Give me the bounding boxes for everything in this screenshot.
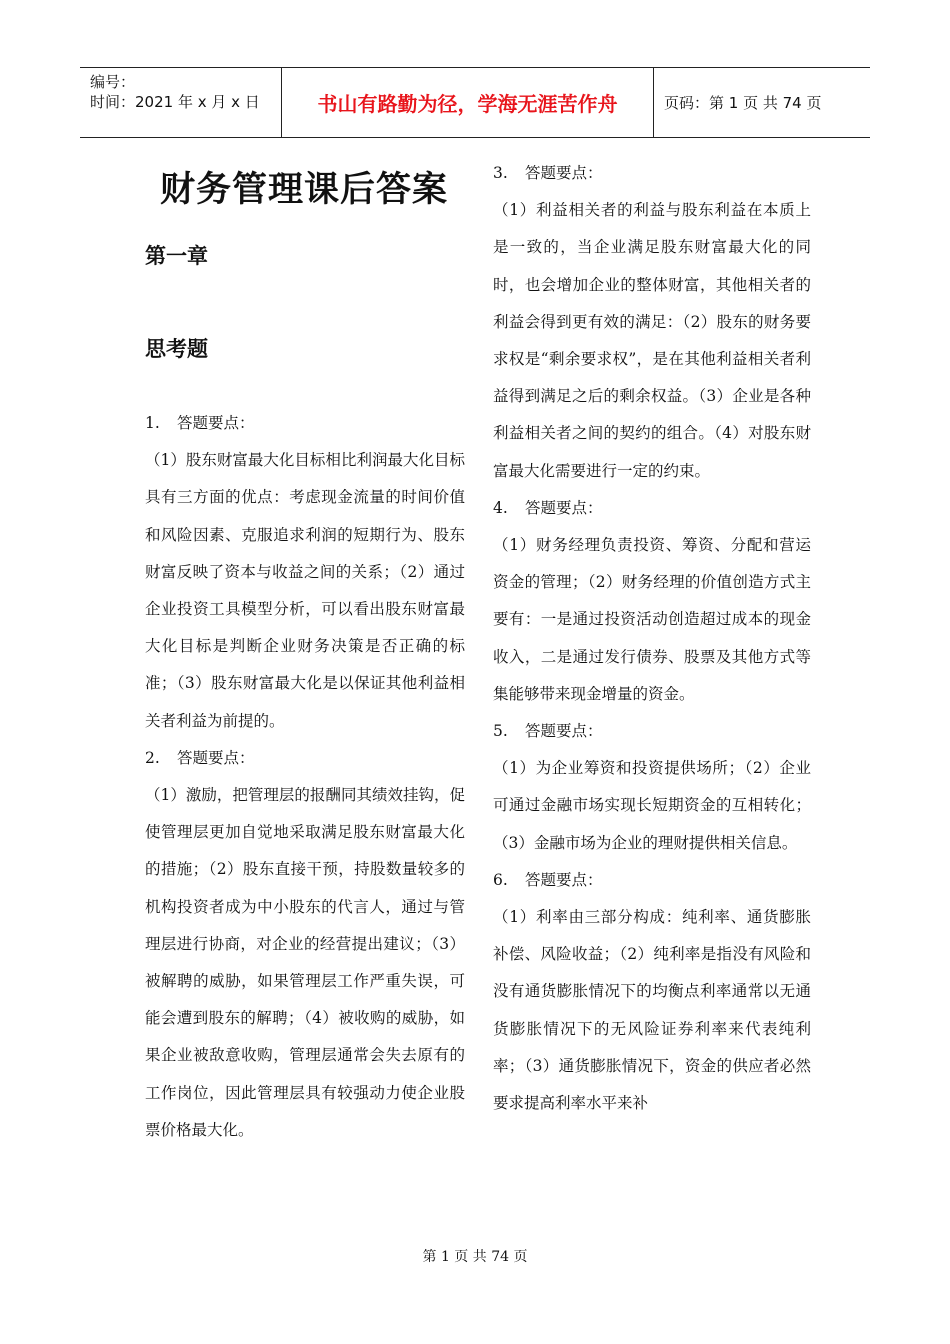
right-column [493,155,811,1122]
answer-paragraph: （1）激励，把管理层的报酬同其绩效挂钩，促使管理层更加自觉地采取满足股东财富最大化的措施；（2）股东直接干预，持股数量较多的机构投资者成为中小股东的代言人，通过与管理层进行协商，对企业的经营提出建议；（3）被解聘的威胁，如果管理层工作严重失误，可能会遭到股东的解聘；（4）被收购的威胁，如果企业被敌意收购，管理层通常会失去原有的工作岗位，因此管理层具有较强动力使企业股票价格最大化。 [145,786,465,1139]
answer-paragraph: （1）财务经理负责投资、筹资、分配和营运资金的管理；（2）财务经理的价值创造方式主要有：一是通过投资活动创造超过成本的现金收入，二是通过发行债券、股票及其他方式等集能够带来现金增量的资金。 [493,536,811,703]
question-number: 6. [493,870,508,889]
question-label: 答题要点： [177,748,255,767]
question-number: 2. [145,748,160,767]
header-page-info: 页码：第 1 页 共 74 页 [664,94,822,112]
answer-paragraph: （1）为企业筹资和投资提供场所；（2）企业可通过金融市场实现长短期资金的互相转化；（3）金融市场为企业的理财提供相关信息。 [493,759,811,852]
header-meta-cell [80,68,282,137]
answer-paragraph: （1）利率由三部分构成：纯利率、通货膨胀补偿、风险收益；（2）纯利率是指没有风险和没有通货膨胀情况下的均衡点利率通常以无通货膨胀情况下的无风险证券利率来代表纯利率；（3）通货膨胀情况下，资金的供应者必然要求提高利率水平来补 [493,908,811,1113]
section-heading: 思考题 [145,337,208,361]
question-label: 答题要点： [525,870,603,889]
question-number: 5. [493,722,508,741]
answer-paragraph: （1）利益相关者的利益与股东利益在本质上是一致的，当企业满足股东财富最大化的同时，也会增加企业的整体财富，其他相关者的利益会得到更有效的满足：（2）股东的财务要求权是“剩余要求权”，是在其他利益相关者利益得到满足之后的剩余权益。（3）企业是各种利益相关者之间的契约的组合。（4）对股东财富最大化需要进行一定的约束。 [493,201,811,480]
left-column [145,405,465,1149]
answer-paragraph: （1）股东财富最大化目标相比利润最大化目标具有三方面的优点：考虑现金流量的时间价值和风险因素、克服追求利润的短期行为、股东财富反映了资本与收益之间的关系；（2）通过企业投资工具模型分析，可以看出股东财富最大化目标是判断企业财务决策是否正确的标准；（3）股东财富最大化是以保证其他利益相关者利益为前提的。 [145,451,465,730]
question-number: 1. [145,414,160,432]
question-number: 4. [493,498,508,517]
question-label: 答题要点： [177,414,255,432]
question-label: 答题要点： [525,722,603,741]
document-title: 财务管理课后答案 [160,170,449,210]
header-table [80,67,870,138]
doc-time-label: 时间：2021 年 x 月 x 日 [90,93,260,111]
page-footer: 第 1 页 共 74 页 [422,1249,528,1265]
question-label: 答题要点： [525,164,603,182]
header-motto: 书山有路勤为径，学海无涯苦作舟 [282,68,654,137]
question-heading [493,862,811,899]
question-heading [493,490,811,527]
chapter-heading: 第一章 [145,244,208,268]
doc-number-label: 编号： [90,73,136,91]
question-heading [145,740,465,777]
question-heading [493,155,811,192]
question-heading [493,713,811,750]
question-label: 答题要点： [525,498,603,517]
question-number: 3. [493,164,508,182]
question-heading [145,405,465,442]
